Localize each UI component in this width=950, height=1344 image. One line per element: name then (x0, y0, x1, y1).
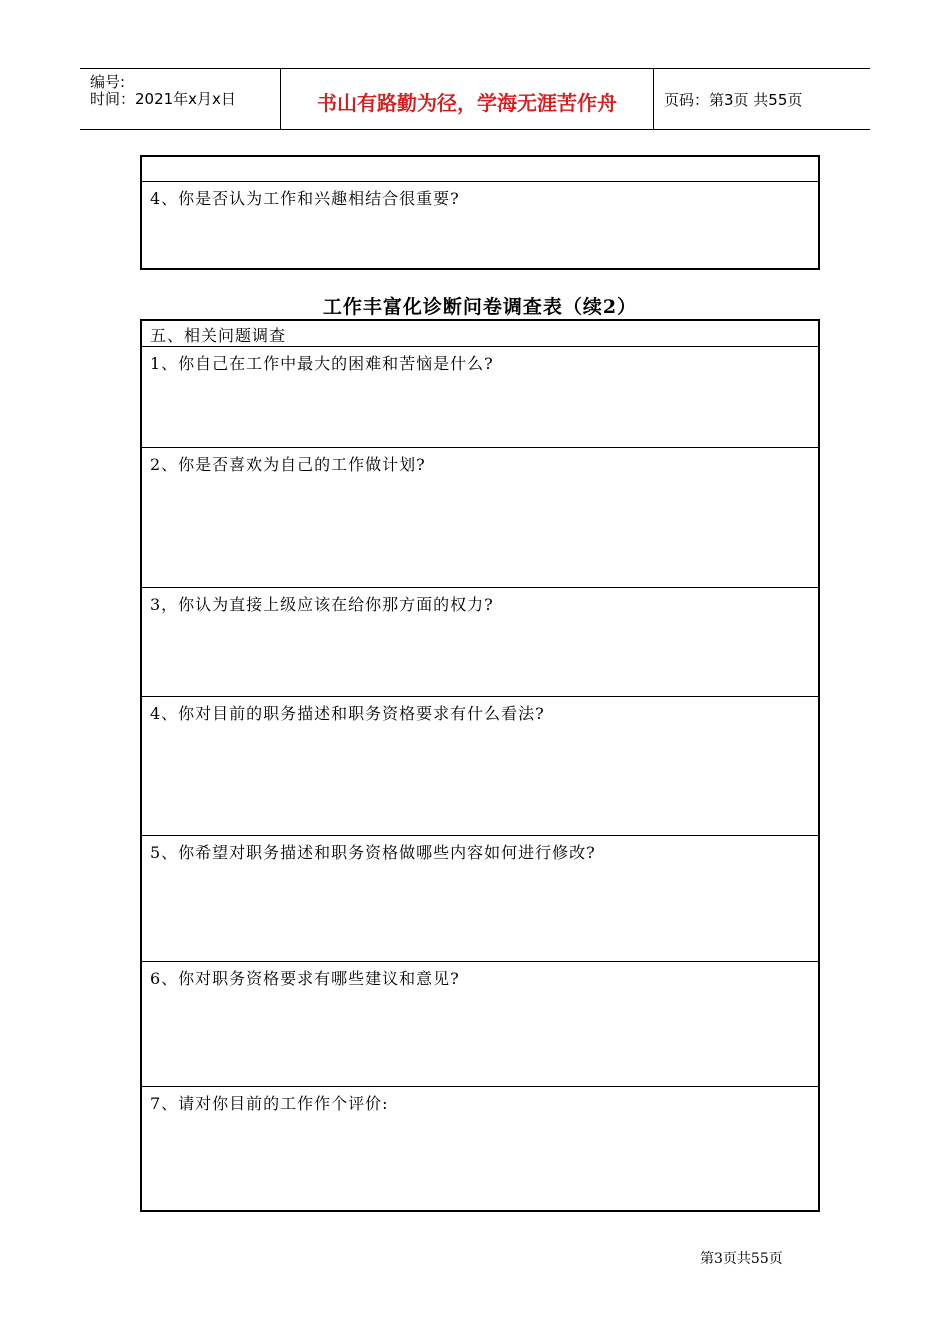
document-header (80, 68, 870, 130)
question-7: 7、请对你目前的工作作个评价: (150, 1094, 389, 1113)
question-6: 6、你对职务资格要求有哪些建议和意见? (150, 969, 460, 988)
question-4: 4、你对目前的职务描述和职务资格要求有什么看法? (150, 704, 545, 723)
table-row (142, 157, 818, 182)
page-info: 页码：第3页 共55页 (664, 91, 803, 109)
question-5: 5、你希望对职务描述和职务资格做哪些内容如何进行修改? (150, 843, 596, 862)
table-row (142, 697, 818, 836)
page-title: 工作丰富化诊断问卷调查表（续2） (322, 296, 638, 318)
questionnaire-table (140, 319, 820, 1212)
table-row (142, 836, 818, 962)
header-page-cell (654, 69, 870, 129)
table-row (142, 1087, 818, 1210)
question-2: 2、你是否喜欢为自己的工作做计划? (150, 455, 426, 474)
header-meta (80, 69, 281, 129)
question-4-interest: 4、你是否认为工作和兴趣相结合很重要? (150, 189, 460, 208)
question-1: 1、你自己在工作中最大的困难和苦恼是什么? (150, 354, 494, 373)
number-label: 编号: (90, 73, 126, 91)
section-heading: 五、相关问题调查 (150, 326, 287, 345)
table-row (142, 347, 818, 448)
motto: 书山有路勤为径，学海无涯苦作舟 (317, 91, 617, 115)
table-row (142, 448, 818, 588)
continuation-table (140, 155, 820, 270)
section-row (142, 321, 818, 347)
page-footer: 第3页共55页 (700, 1251, 783, 1267)
header-motto-cell (281, 69, 654, 129)
table-row (142, 182, 818, 268)
table-row (142, 588, 818, 697)
question-3: 3，你认为直接上级应该在给你那方面的权力? (150, 595, 494, 614)
time-label: 时间：2021年x月x日 (90, 90, 236, 108)
table-row (142, 962, 818, 1087)
